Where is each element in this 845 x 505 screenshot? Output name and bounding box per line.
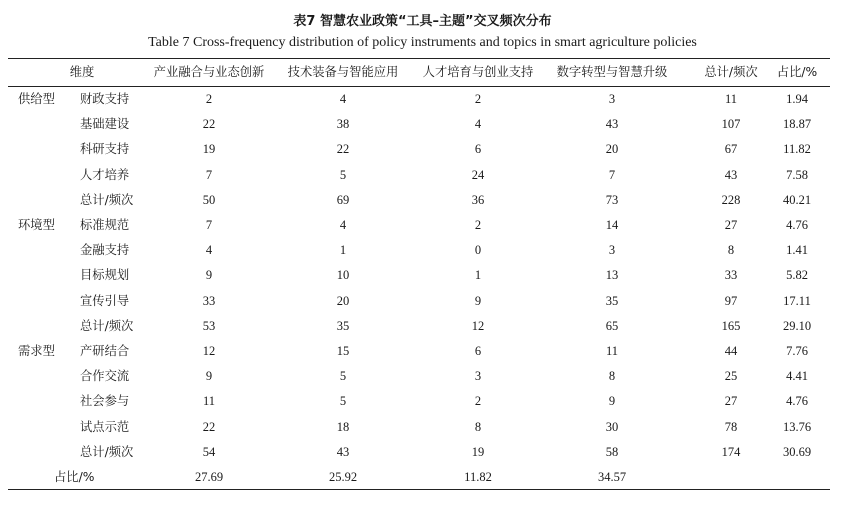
table-cell: 44 (724, 344, 738, 358)
column-header: 产业融合与业态创新 (153, 65, 265, 79)
table-cell: 50 (202, 192, 216, 207)
row-label: 科研支持 (80, 142, 130, 157)
table-cell: 22 (336, 142, 350, 157)
table-cell: 69 (336, 192, 350, 207)
table-cell: 8 (608, 369, 616, 384)
table-cell: 29.10 (782, 318, 812, 333)
row-label: 合作交流 (80, 369, 130, 384)
table-cell: 4 (339, 218, 347, 232)
table-cell: 97 (724, 293, 738, 308)
table-cell: 3 (608, 92, 616, 106)
table-cell: 33 (202, 293, 216, 308)
table-cell: 30.69 (782, 444, 812, 459)
table-cell: 38 (336, 117, 350, 132)
table-cell: 7 (205, 218, 213, 232)
row-label: 基础建设 (80, 117, 130, 132)
row-label: 总计/频次 (80, 318, 134, 333)
footer-cell: 25.92 (328, 470, 358, 484)
table-cell: 14 (605, 218, 619, 232)
table-caption-zh: 表7 智慧农业政策“工具–主题”交叉频次分布 (293, 14, 552, 29)
table-cell: 25 (724, 369, 738, 384)
column-header: 占比/% (776, 65, 818, 79)
table-cell: 8 (474, 419, 482, 434)
table-cell: 2 (474, 218, 482, 232)
table-cell: 7.76 (786, 344, 808, 358)
table-cell: 5.82 (786, 268, 808, 283)
table-cell: 2 (474, 92, 482, 106)
table-cell: 5 (339, 394, 347, 409)
table-cell: 36 (471, 192, 485, 207)
row-label: 总计/频次 (80, 444, 134, 459)
table-cell: 4.76 (786, 394, 808, 409)
table-cell: 65 (605, 318, 619, 333)
table-cell: 19 (471, 444, 485, 459)
table-cell: 9 (474, 293, 482, 308)
table-cell: 8 (727, 243, 735, 258)
table-cell: 22 (202, 419, 216, 434)
table-cell: 43 (336, 444, 350, 459)
table-cell: 33 (724, 268, 738, 283)
table-cell: 107 (721, 117, 741, 132)
table-cell: 1.41 (786, 243, 808, 258)
table-cell: 6 (474, 344, 482, 358)
table-cell: 30 (605, 419, 619, 434)
row-label: 财政支持 (80, 92, 130, 106)
table-cell: 13.76 (782, 419, 812, 434)
table-cell: 43 (724, 167, 738, 182)
table-cell: 7 (205, 167, 213, 182)
table-cell: 13 (605, 268, 619, 283)
table-cell: 18 (336, 419, 350, 434)
table-cell: 18.87 (782, 117, 812, 132)
column-header: 维度 (69, 65, 95, 79)
table-cell: 1.94 (786, 92, 808, 106)
table-cell: 78 (724, 419, 738, 434)
column-header: 总计/频次 (704, 65, 758, 79)
table-cell: 4.41 (786, 369, 808, 384)
table-cell: 67 (724, 142, 738, 157)
table-cell: 2 (205, 92, 213, 106)
row-label: 产研结合 (80, 344, 130, 358)
table-cell: 12 (471, 318, 485, 333)
table-cell: 174 (721, 444, 741, 459)
table-cell: 11 (724, 92, 738, 106)
table-caption-en: Table 7 Cross-frequency distribution of policy instruments and topics in smart agriculture policies (148, 35, 697, 50)
table-cell: 12 (202, 344, 216, 358)
table-cell: 6 (474, 142, 482, 157)
table-cell: 7.58 (786, 167, 808, 182)
bottom-rule (8, 489, 830, 490)
footer-label: 占比/% (54, 470, 95, 484)
table-cell: 35 (336, 318, 350, 333)
group-label: 需求型 (18, 344, 55, 358)
column-header: 技术装备与智能应用 (287, 65, 399, 79)
column-header: 人才培育与创业支持 (422, 65, 534, 79)
table-cell: 7 (608, 167, 616, 182)
table-cell: 0 (474, 243, 482, 258)
table-cell: 4 (339, 92, 347, 106)
row-label: 社会参与 (80, 394, 130, 409)
row-label: 人才培养 (80, 167, 130, 182)
table-cell: 9 (205, 268, 213, 283)
table-cell: 9 (205, 369, 213, 384)
row-label: 目标规划 (80, 268, 130, 283)
table-cell: 3 (608, 243, 616, 258)
table-cell: 73 (605, 192, 619, 207)
table-cell: 4 (205, 243, 213, 258)
top-rule (8, 58, 830, 59)
footer-cell: 11.82 (464, 470, 492, 484)
table-cell: 54 (202, 444, 216, 459)
table-cell: 24 (471, 167, 485, 182)
table-cell: 5 (339, 369, 347, 384)
table-cell: 15 (336, 344, 350, 358)
table-cell: 2 (474, 394, 482, 409)
table-cell: 11 (605, 344, 619, 358)
column-header: 数字转型与智慧升级 (556, 65, 668, 79)
group-label: 环境型 (18, 218, 55, 232)
table-cell: 5 (339, 167, 347, 182)
row-label: 试点示范 (80, 419, 130, 434)
table-cell: 3 (474, 369, 482, 384)
table-cell: 53 (202, 318, 216, 333)
table-cell: 10 (336, 268, 350, 283)
table-cell: 1 (474, 268, 482, 283)
table-cell: 165 (721, 318, 741, 333)
table-cell: 35 (605, 293, 619, 308)
table-cell: 27 (724, 394, 738, 409)
table-cell: 20 (605, 142, 619, 157)
table-cell: 58 (605, 444, 619, 459)
table-cell: 11 (202, 394, 216, 409)
table-cell: 19 (202, 142, 216, 157)
header-rule (8, 86, 830, 87)
table-cell: 4.76 (786, 218, 808, 232)
table-cell: 40.21 (782, 192, 812, 207)
footer-cell: 27.69 (194, 470, 224, 484)
row-label: 宣传引导 (80, 293, 130, 308)
table-cell: 27 (724, 218, 738, 232)
table-cell: 1 (339, 243, 347, 258)
row-label: 总计/频次 (80, 192, 134, 207)
table-cell: 11.82 (783, 142, 811, 157)
table-cell: 17.11 (783, 293, 811, 308)
table-cell: 43 (605, 117, 619, 132)
row-label: 标准规范 (80, 218, 130, 232)
group-label: 供给型 (18, 92, 55, 106)
table-cell: 20 (336, 293, 350, 308)
table-cell: 9 (608, 394, 616, 409)
table-cell: 228 (721, 192, 741, 207)
row-label: 金融支持 (80, 243, 130, 258)
table-cell: 22 (202, 117, 216, 132)
table-cell: 4 (474, 117, 482, 132)
footer-cell: 34.57 (597, 470, 627, 484)
